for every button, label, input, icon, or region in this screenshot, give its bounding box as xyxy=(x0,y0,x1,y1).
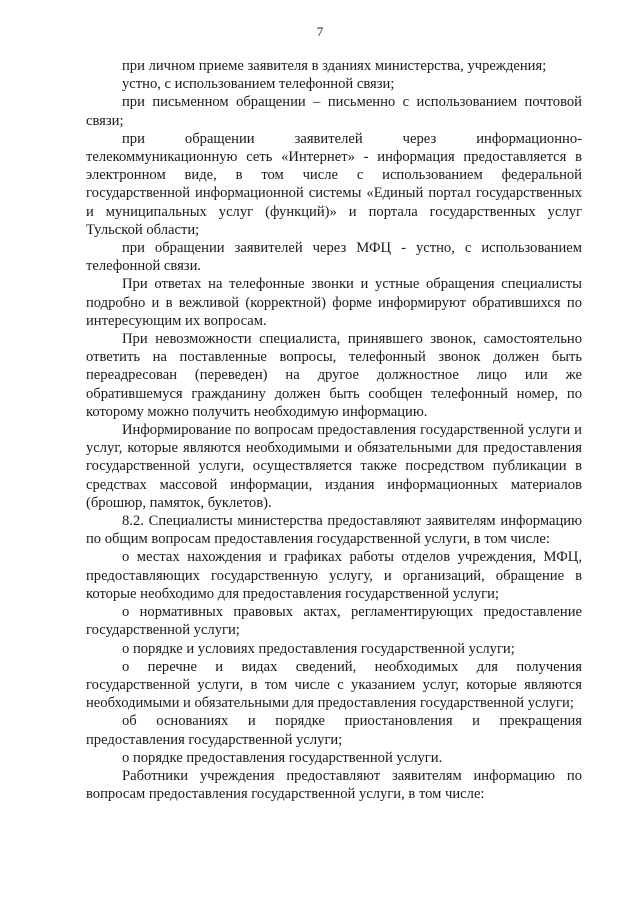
paragraph: Информирование по вопросам предоставления государственной услуги и услуг, которые являются необходимыми и обязательными для предоставления государственной услуги, осуществляется также посредством публикации в средствах массовой информации, издания информационных материалов (брошюр, памяток, буклетов). xyxy=(86,422,582,511)
paragraph: при личном приеме заявителя в зданиях министерства, учреждения; xyxy=(122,58,547,74)
paragraph: 8.2. Специалисты министерства предоставляют заявителям информацию по общим вопросам предоставления государственной услуги, в том числе: xyxy=(86,513,582,548)
paragraph: При невозможности специалиста, принявшего звонок, самостоятельно ответить на поставленные вопросы, телефонный звонок должен быть переадресован (переведен) на другое должностное лицо или же обратившемуся гражданину должен быть сообщен телефонный номер, по которому можно получить необходимую информацию. xyxy=(86,331,582,420)
paragraph: при обращении заявителей через информационно-телекоммуникационную сеть «Интернет» - информация предоставляется в электронном виде, в том числе с использованием федеральной государственной информационной системы «Единый портал государственных и муниципальных услуг (функций)» и портала государственных услуг Тульской области; xyxy=(86,130,582,238)
paragraph: о перечне и видах сведений, необходимых для получения государственной услуги, в том числе с указанием услуг, которые являются необходимыми и обязательными для предоставления государственной услуги; xyxy=(86,658,582,712)
paragraph: о местах нахождения и графиках работы отделов учреждения, МФЦ, предоставляющих государственную услугу, и организаций, обращение в которые необходимо для предоставления государственной услуги; xyxy=(86,549,582,602)
paragraph: при письменном обращении – письменно с использованием почтовой связи; xyxy=(86,94,582,129)
paragraph: при обращении заявителей через МФЦ - устно, с использованием телефонной связи. xyxy=(86,240,582,275)
paragraph: об основаниях и порядке приостановления и прекращения предоставления государственной услуги; xyxy=(86,713,582,748)
paragraph: о порядке предоставления государственной услуги. xyxy=(122,749,443,766)
paragraph: При ответах на телефонные звонки и устные обращения специалисты подробно и в вежливой (корректной) форме информируют обратившихся по интересующим их вопросам. xyxy=(86,276,582,329)
paragraph: о порядке и условиях предоставления государственной услуги; xyxy=(122,640,515,657)
paragraph: устно, с использованием телефонной связи; xyxy=(122,76,395,93)
page-number: 7 xyxy=(316,24,324,39)
document-body xyxy=(86,57,582,803)
paragraph: о нормативных правовых актах, регламентирующих предоставление государственной услуги; xyxy=(86,604,582,639)
paragraph: Работники учреждения предоставляют заявителям информацию по вопросам предоставления государственной услуги, в том числе: xyxy=(86,767,582,803)
